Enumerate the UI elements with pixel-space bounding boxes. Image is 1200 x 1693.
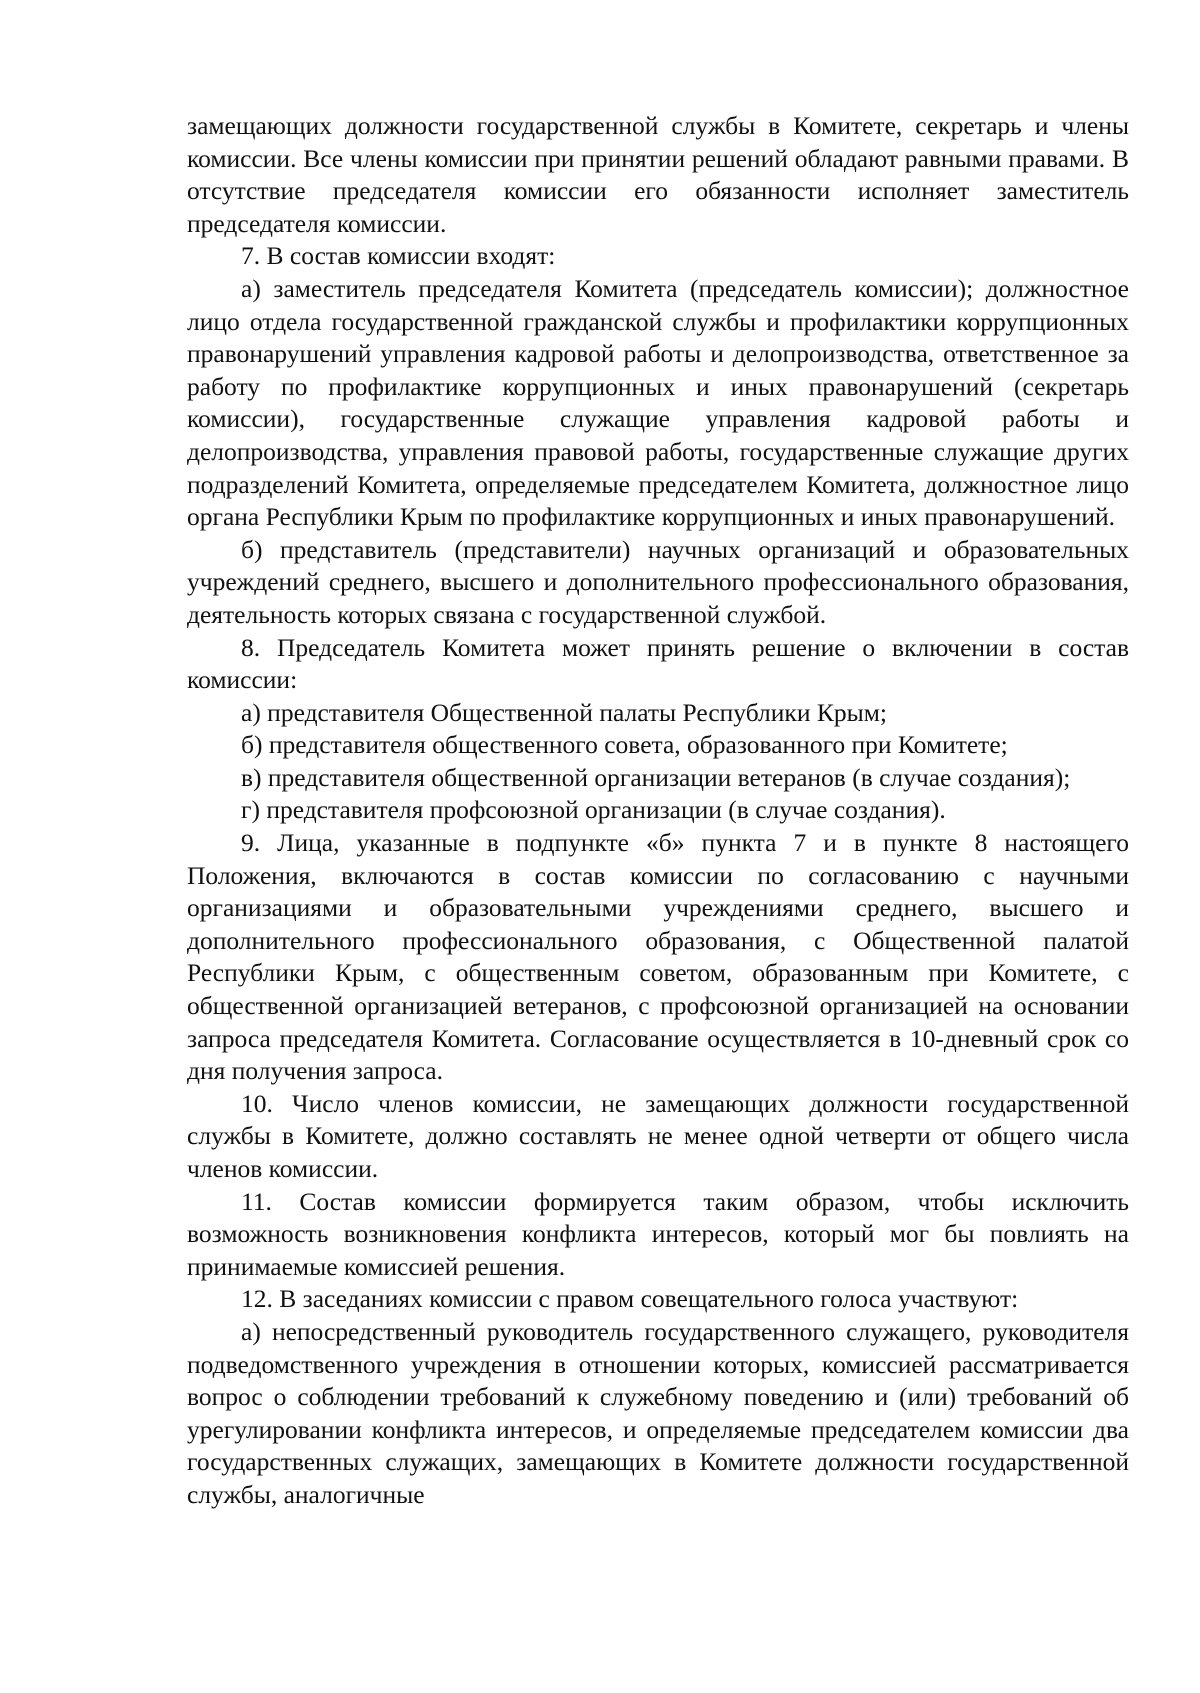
paragraph-continuation: замещающих должности государственной службы в Комитете, секретарь и члены комиссии. Все члены комиссии при принятии решений обладают равными правами. В отсутствие председателя комиссии его обязанности исполняет заместитель председателя комиссии. xyxy=(187,111,1129,238)
paragraph-item-8a: а) представителя Общественной палаты Республики Крым; xyxy=(241,697,887,727)
document-body xyxy=(187,110,1129,1512)
paragraph-item-8v: в) представителя общественной организации ветеранов (в случае создания); xyxy=(241,762,1071,792)
paragraph-item-11: 11. Состав комиссии формируется таким образом, чтобы исключить возможность возникновения конфликта интересов, который мог бы повлиять на принимаемые комиссией решения. xyxy=(187,1186,1129,1281)
paragraph-item-10: 10. Число членов комиссии, не замещающих должности государственной службы в Комитете, должно составлять не менее одной четверти от общего числа членов комиссии. xyxy=(187,1088,1129,1183)
paragraph-item-8g: г) представителя профсоюзной организации (в случае создания). xyxy=(241,795,946,825)
paragraph-item-7b: б) представитель (представители) научных организаций и образовательных учреждений среднего, высшего и дополнительного профессионального образования, деятельность которых связана с государственной службой. xyxy=(187,534,1129,629)
paragraph-item-9: 9. Лица, указанные в подпункте «б» пункта 7 и в пункте 8 настоящего Положения, включаются в состав комиссии по согласованию с научными организациями и образовательными учреждениями среднего, высшего и дополнительного профессионального образования, с Общественной палатой Республики Крым, с общественным советом, образованным при Комитете, с общественной организацией ветеранов, с профсоюзной организацией на основании запроса председателя Комитета. Согласование осуществляется в 10-дневный срок со дня получения запроса. xyxy=(187,828,1129,1086)
paragraph-item-12: 12. В заседаниях комиссии с правом совещательного голоса участвуют: xyxy=(241,1284,1019,1314)
paragraph-item-8b: б) представителя общественного совета, образованного при Комитете; xyxy=(241,730,1008,760)
paragraph-item-8: 8. Председатель Комитета может принять решение о включении в состав комиссии: xyxy=(187,632,1129,695)
paragraph-item-7a: а) заместитель председателя Комитета (председатель комиссии); должностное лицо отдела государственной гражданской службы и профилактики коррупционных правонарушений управления кадровой работы и делопроизводства, ответственное за работу по профилактике коррупционных и иных правонарушений (секретарь комиссии), государственные служащие управления кадровой работы и делопроизводства, управления правовой работы, государственные служащие других подразделений Комитета, определяемые председателем Комитета, должностное лицо органа Республики Крым по профилактике коррупционных и иных правонарушений. xyxy=(187,273,1129,532)
paragraph-item-7: 7. В состав комиссии входят: xyxy=(241,241,556,271)
paragraph-item-12a: а) непосредственный руководитель государственного служащего, руководителя подведомственного учреждения в отношении которых, комиссией рассматривается вопрос о соблюдении требований к служебному поведению и (или) требований об урегулировании конфликта интересов, и определяемые председателем комиссии два государственных служащих, замещающих в Комитете должности государственной службы, аналогичные xyxy=(187,1316,1129,1509)
